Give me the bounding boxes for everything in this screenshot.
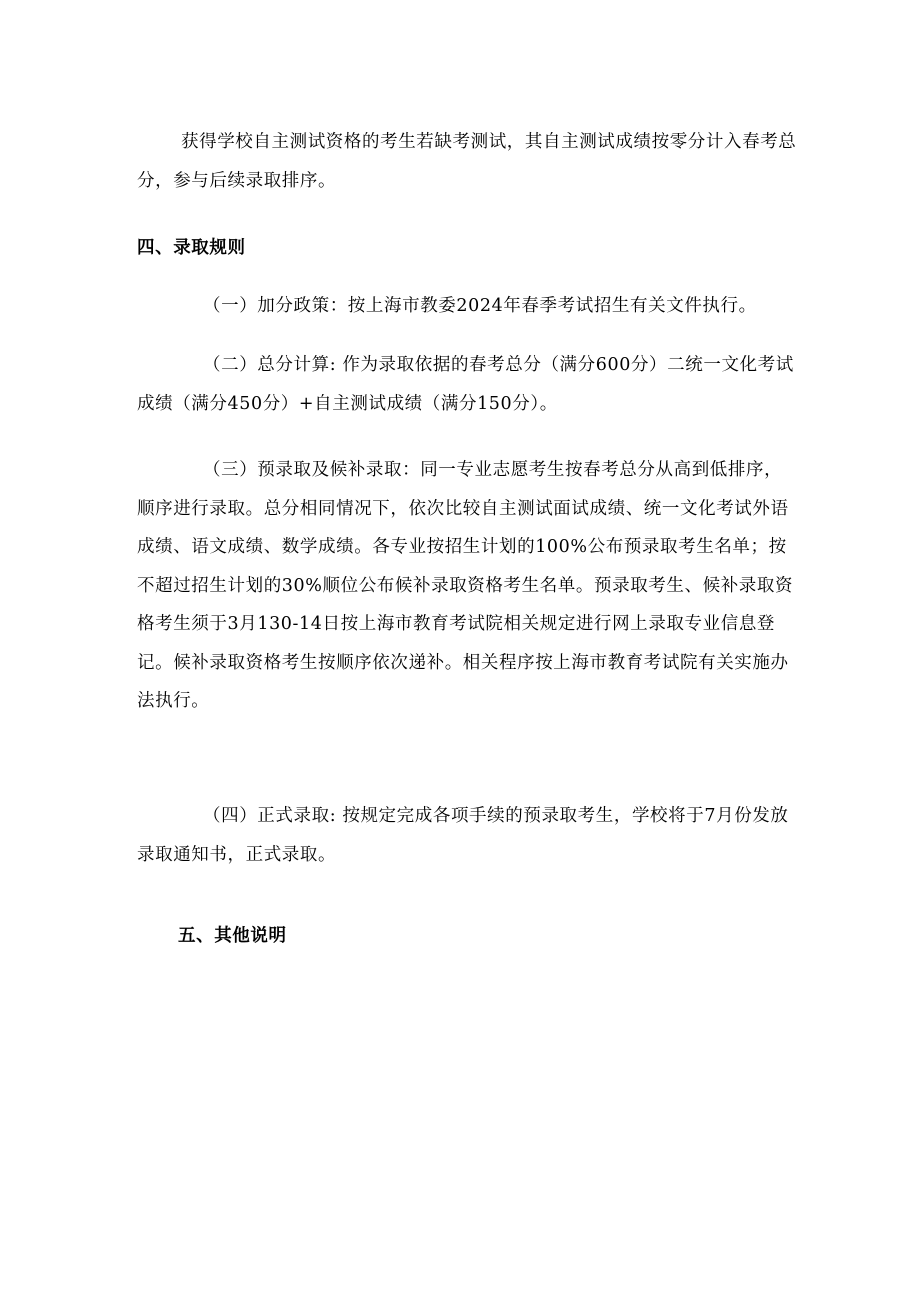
item-pre-admission: （三）预录取及候补录取：同一专业志愿考生按春考总分从高到低排序，顺序进行录取。总分相同情况下，依次比较自主测试面试成绩、统一文化考试外语成绩、语文成绩、数学成绩。各专业按招生计划的100%公布预录取考生名单；按不超过招生计划的30%顺位公布候补录取资格考生名单。预录取考生、候补录取资格考生须于3月130-14日按上海市教育考试院相关规定进行网上录取专业信息登记。候补录取资格考生按顺序依次递补。相关程序按上海市教育考试院有关实施办法执行。 [137, 460, 794, 711]
section-4-heading: 四、录取规则 [137, 238, 246, 258]
paragraph-absent-test: 获得学校自主测试资格的考生若缺考测试，其自主测试成绩按零分计入春考总分，参与后续录取排序。 [137, 132, 797, 191]
item-bonus-policy: （一）加分政策：按上海市教委2024年春季考试招生有关文件执行。 [203, 296, 757, 316]
item-total-score: （二）总分计算: 作为录取依据的春考总分（满分600分）二统一文化考试成绩（满分450分）+自主测试成绩（满分150分）。 [137, 355, 794, 414]
item-formal-admission: （四）正式录取: 按规定完成各项手续的预录取考生，学校将于7月份发放录取通知书，正式录取。 [137, 806, 789, 865]
section-5-heading: 五、其他说明 [178, 926, 287, 946]
